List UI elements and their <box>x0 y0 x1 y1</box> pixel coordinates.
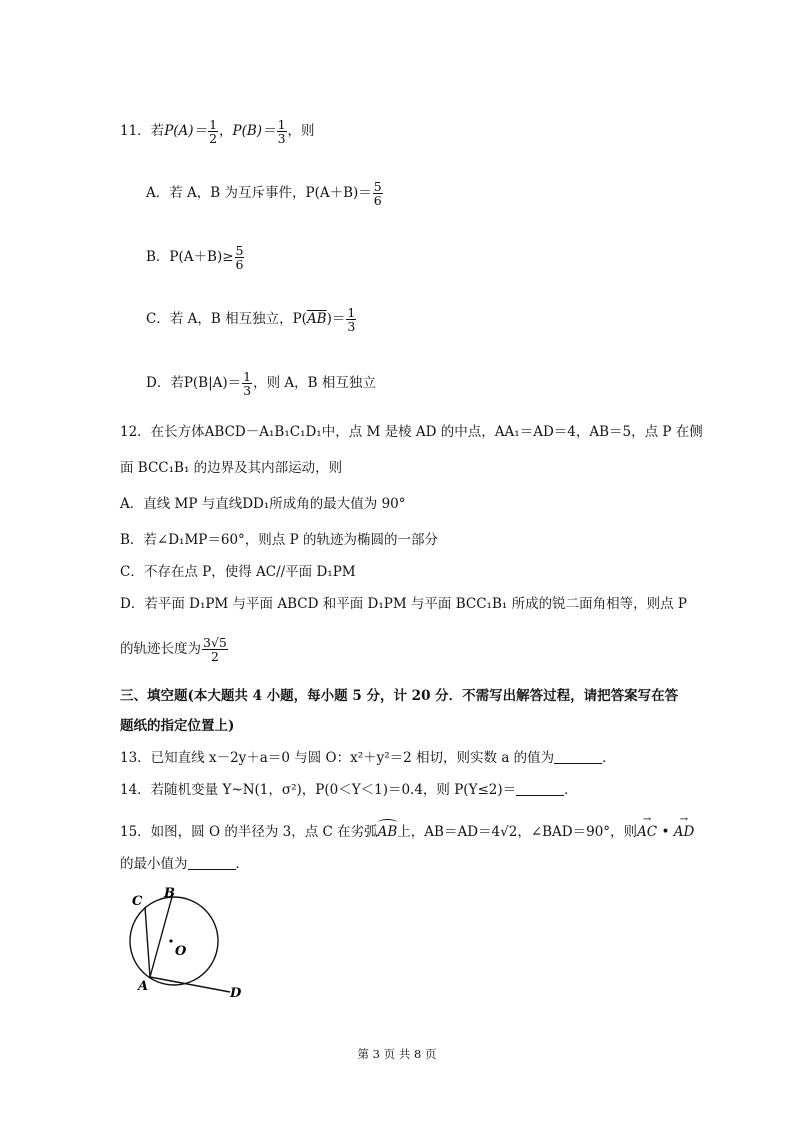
q12-stem-line1: 12．在长方体ABCD－A₁B₁C₁D₁中，点 M 是棱 AD 的中点，AA₁＝AD＝4，AB＝5，点 P 在侧 <box>120 424 703 440</box>
frac-num: 1 <box>277 117 286 132</box>
frac-den: 3 <box>347 319 356 334</box>
answer-blank <box>188 857 236 870</box>
circle-figure <box>120 880 270 1005</box>
label-d: D <box>230 986 242 1001</box>
frac-num: 5 <box>235 243 244 258</box>
q12-option-d-line2 <box>120 636 229 663</box>
q12-stem-line2: 面 BCC₁B₁ 的边界及其内部运动，则 <box>120 460 343 476</box>
circle-o <box>130 897 218 985</box>
q15-text-mid: 上，AB＝AD＝4√2，∠BAD＝90°，则 <box>397 824 638 840</box>
q15-line1 <box>120 822 694 842</box>
q15-end: ． <box>235 856 249 872</box>
q14 <box>120 780 578 800</box>
q11-sep: ， <box>219 123 233 139</box>
page-footer: 第 3 页 共 8 页 <box>357 1047 437 1061</box>
option-frac <box>202 636 228 663</box>
option-text: C．若 A，B 相互独立，P( <box>146 311 307 327</box>
q11-number: 11．若 <box>120 123 165 139</box>
option-frac <box>373 180 383 207</box>
q12-option-b: B．若∠D₁MP＝60°，则点 P 的轨迹为椭圆的一部分 <box>120 532 438 548</box>
q15-text: 15．如图，圆 O 的半径为 3，点 C 在劣弧 <box>120 824 378 840</box>
q12-option-c: C．不存在点 P，使得 AC//平面 D₁PM <box>120 564 356 580</box>
option-text: D．若P(B|A)＝ <box>146 375 242 391</box>
option-frac <box>242 370 252 397</box>
center-point <box>169 939 172 942</box>
segment-ab <box>150 897 172 977</box>
label-a: A <box>138 979 149 994</box>
label-c: C <box>132 894 143 909</box>
option-text-post: )＝ <box>326 311 346 327</box>
label-o: O <box>175 944 187 959</box>
q11-pb: P(B)＝ <box>232 123 276 139</box>
q13-text: 13．已知直线 x－2y＋a＝0 与圆 O：x²＋y²＝2 相切，则实数 a 的值为 <box>120 750 555 766</box>
q11-stem <box>120 118 315 145</box>
answer-blank <box>554 751 602 764</box>
frac-den: 3 <box>277 131 286 146</box>
q11-frac-third <box>277 118 287 145</box>
label-b: B <box>164 886 175 901</box>
option-frac <box>235 244 245 271</box>
q15-line2 <box>120 854 249 874</box>
q11-frac-half <box>208 118 218 145</box>
option-text: 的轨迹长度为 <box>120 641 201 657</box>
frac-den: 2 <box>209 131 218 146</box>
q11-option-c <box>146 306 357 333</box>
overline-ab: $\overline{AB}$ <box>306 311 327 327</box>
frac-den: 6 <box>373 193 382 208</box>
q13-end: ． <box>602 750 616 766</box>
q12-option-a: A．直线 MP 与直线DD₁所成角的最大值为 90° <box>120 496 406 512</box>
q11-option-b <box>146 244 245 271</box>
option-text-post: ，则 A，B 相互独立 <box>253 375 376 391</box>
frac-num: 1 <box>209 117 218 132</box>
frac-num: 3√5 <box>203 635 227 650</box>
segment-ac <box>145 907 150 977</box>
frac-den: 6 <box>235 257 244 272</box>
section3-heading-line1: 三、填空题(本大题共 4 小题，每小题 5 分，计 20 分．不需写出解答过程，请把答案写在答 <box>120 688 679 704</box>
q12-option-d: D．若平面 D₁PM 与平面 ABCD 和平面 D₁PM 与平面 BCC₁B₁ 所成的锐二面角相等，则点 P <box>120 596 687 612</box>
frac-den: 3 <box>243 383 252 398</box>
q15-text: 的最小值为 <box>120 856 188 872</box>
frac-num: 5 <box>373 179 382 194</box>
option-text: A．若 A，B 为互斥事件，P(A＋B)＝ <box>146 185 372 201</box>
answer-blank <box>516 783 564 796</box>
q13 <box>120 748 616 768</box>
frac-num: 1 <box>347 305 356 320</box>
segment-ad <box>150 977 230 992</box>
frac-den: 2 <box>210 649 219 664</box>
frac-num: 1 <box>243 369 252 384</box>
option-frac <box>346 306 356 333</box>
vector-ac: → AC <box>637 822 657 842</box>
dot-product-sign: • <box>657 824 674 840</box>
q11-option-a <box>146 180 384 207</box>
vector-ad: → AD <box>674 822 695 842</box>
q11-pa: P(A)＝ <box>164 123 208 139</box>
option-text: B．P(A＋B)≥ <box>146 249 234 265</box>
q11-option-d <box>146 370 376 397</box>
q14-text: 14．若随机变量 Y~N(1，σ²)，P(0＜Y＜1)＝0.4，则 P(Y≤2)＝ <box>120 782 517 798</box>
q14-end: ． <box>564 782 578 798</box>
q11-end: ，则 <box>287 123 315 139</box>
arc-ab: AB <box>377 824 398 840</box>
section3-heading-line2: 题纸的指定位置上) <box>120 718 235 734</box>
